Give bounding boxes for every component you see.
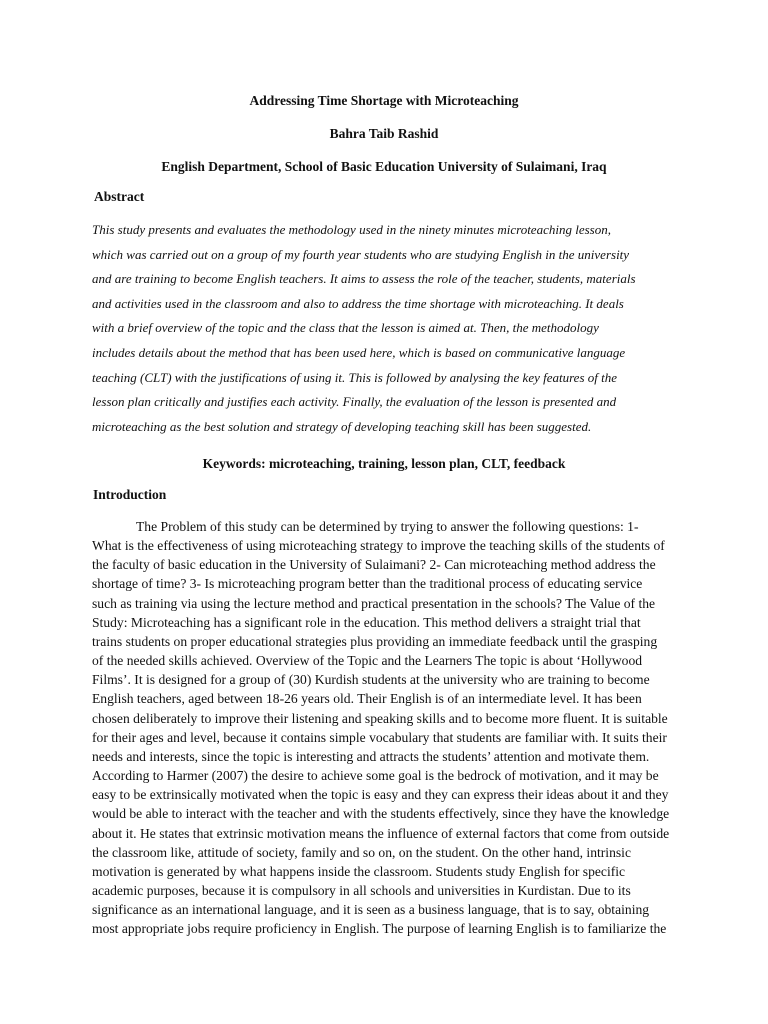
introduction-line: trains students on proper educational strategies plus providing an immediate feedback until the grasping [92, 633, 658, 649]
abstract-line: which was carried out on a group of my fourth year students who are studying English in the university [92, 246, 630, 262]
introduction-line: According to Harmer (2007) the desire to achieve some goal is the bedrock of motivation, and it may be [92, 768, 659, 784]
introduction-line: motivation is generated by what happens inside the classroom. Students study English for specific [92, 863, 626, 879]
author-affiliation: English Department, School of Basic Education University of Sulaimani, Iraq [161, 159, 607, 174]
abstract-line: This study presents and evaluates the methodology used in the ninety minutes microteaching lesson, [92, 222, 611, 237]
introduction-line: for their ages and level, because it contains simple vocabulary that students are familiar with. It suits their [92, 729, 667, 745]
introduction-line: Films’. It is designed for a group of (30) Kurdish students at the university who are training to become [92, 672, 650, 688]
introduction-heading: Introduction [93, 487, 167, 502]
introduction-body [92, 517, 682, 938]
introduction-line: the classroom like, attitude of society, family and so on, on the student. On the other hand, intrinsic [92, 844, 631, 860]
introduction-line: chosen deliberately to improve their listening and speaking skills and to become more fluent. It is suitable [92, 710, 668, 726]
introduction-line: needs and interests, since the topic is interesting and attracts the students’ attention and motivate them. [92, 748, 650, 764]
introduction-line: such as training via using the lecture method and practical presentation in the schools? The Value of the [92, 595, 656, 611]
paper-title: Addressing Time Shortage with Microteaching [249, 93, 519, 108]
abstract-line: teaching (CLT) with the justifications of using it. This is followed by analysing the key features of the [92, 369, 618, 385]
introduction-line: would be able to interact with the teacher and with the students effectively, since they have the knowledge [92, 806, 670, 822]
abstract-line: microteaching as the best solution and strategy of developing teaching skill has been suggested. [92, 418, 592, 434]
introduction-line: The Problem of this study can be determined by trying to answer the following questions: 1- [136, 519, 639, 534]
introduction-line: significance as an international language, and it is seen as a business language, that is to say, obtaining [92, 902, 650, 918]
introduction-line: easy to be extrinsically motivated when the topic is easy and they can express their ideas about it and they [92, 787, 669, 803]
abstract-line: and are training to become English teachers. It aims to assess the role of the teacher, students, materials [92, 271, 636, 287]
introduction-line: English teachers, aged between 18-26 years old. Their English is of an intermediate level. It has been [92, 691, 642, 707]
introduction-line: the faculty of basic education in the University of Sulaimani? 2- Can microteaching method address the [92, 557, 656, 573]
abstract-line: includes details about the method that has been used here, which is based on communicative language [92, 344, 626, 360]
abstract-line: and activities used in the classroom and also to address the time shortage with microteaching. It deals [92, 295, 624, 311]
abstract-heading: Abstract [94, 189, 145, 204]
introduction-line: academic purposes, because it is compulsory in all schools and universities in Kurdistan. Due to its [92, 882, 631, 898]
introduction-line: about it. He states that extrinsic motivation means the influence of external factors that come from outside [92, 825, 670, 841]
abstract-line: with a brief overview of the topic and the class that the lesson is aimed at. Then, the methodology [92, 320, 599, 336]
introduction-line: Study: Microteaching has a significant role in the education. This method delivers a straight trial that [92, 614, 641, 630]
introduction-line: of the needed skills achieved. Overview of the Topic and the Learners The topic is about ‘Hollywood [92, 653, 643, 669]
abstract-line: lesson plan critically and justifies each activity. Finally, the evaluation of the lesson is presented and [92, 394, 617, 410]
keywords: Keywords: microteaching, training, lesson plan, CLT, feedback [202, 456, 566, 471]
introduction-line: most appropriate jobs require proficiency in English. The purpose of learning English is to familiarize the [92, 921, 667, 937]
introduction-line: shortage of time? 3- Is microteaching program better than the traditional process of educating service [92, 576, 643, 592]
author-name: Bahra Taib Rashid [329, 126, 439, 141]
introduction-line: What is the effectiveness of using microteaching strategy to improve the teaching skills of the students of [92, 538, 665, 554]
abstract-body [92, 218, 662, 439]
